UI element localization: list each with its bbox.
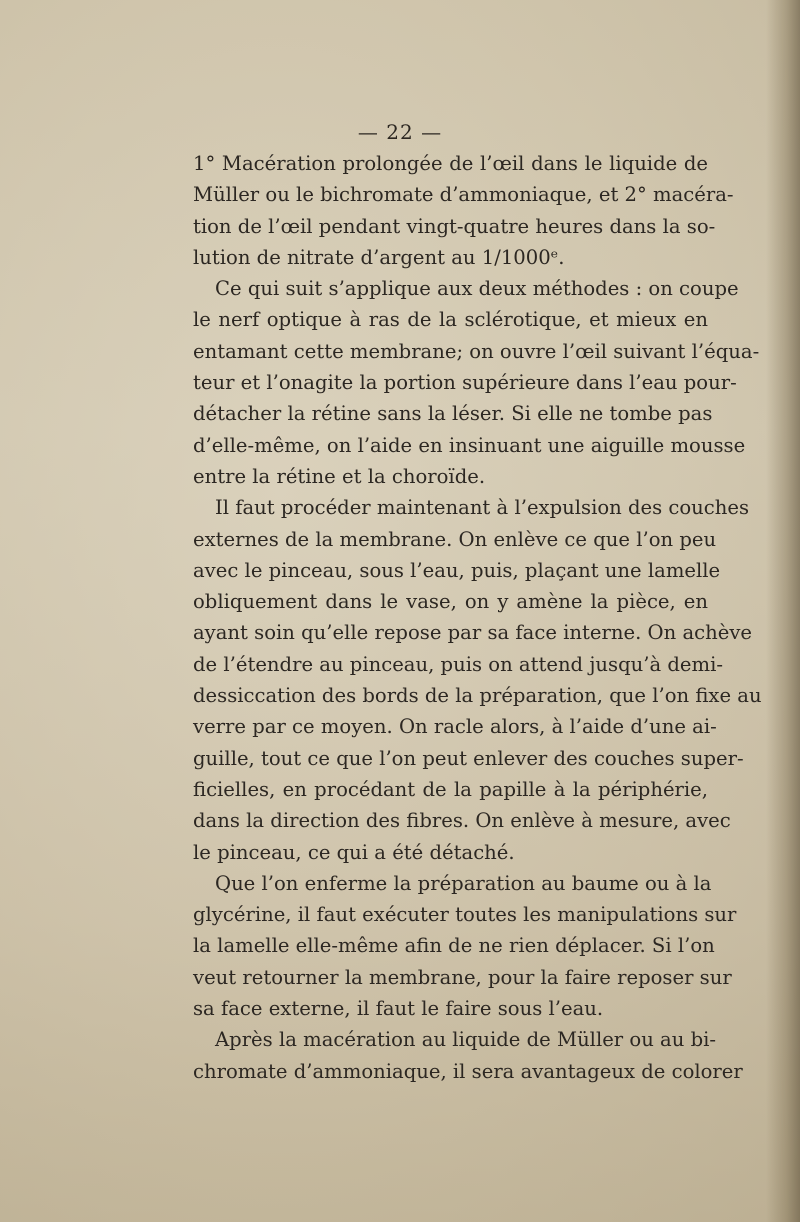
text-line: verre par ce moyen. On racle alors, à l’aide d’une ai- xyxy=(193,715,717,739)
text-line: Que l’on enferme la préparation au baume ou à la xyxy=(215,871,712,895)
text-line: ficielles, en procédant de la papille à la périphérie, xyxy=(193,777,708,801)
body-text xyxy=(193,148,762,1087)
paragraph xyxy=(193,273,760,492)
page-number: — 22 — xyxy=(357,120,443,144)
paragraph xyxy=(193,1024,743,1087)
text-line: 1° Macération prolongée de l’œil dans le liquide de xyxy=(193,152,708,175)
text-line: avec le pinceau, sous l’eau, puis, plaçant une lamelle xyxy=(193,558,721,582)
text-line: Il faut procéder maintenant à l’expulsion des couches xyxy=(215,496,750,520)
text-line: de l’étendre au pinceau, puis on attend jusqu’à demi- xyxy=(193,652,723,676)
text-line: le nerf optique à ras de la sclérotique, et mieux en xyxy=(193,308,708,332)
text-line: Ce qui suit s’applique aux deux méthodes : on coupe xyxy=(215,277,739,301)
text-line: dans la direction des fibres. On enlève à mesure, avec xyxy=(193,809,731,833)
text-line: Après la macération au liquide de Müller ou au bi- xyxy=(215,1028,717,1052)
paragraph xyxy=(193,492,762,868)
paragraph xyxy=(193,868,737,1024)
text-line: chromate d’ammoniaque, il sera avantageux de colorer xyxy=(193,1059,743,1083)
text-line: Müller ou le bichromate d’ammoniaque, et 2° macéra- xyxy=(193,183,734,207)
text-line: guille, tout ce que l’on peut enlever des couches super- xyxy=(193,746,744,770)
text-line: tion de l’œil pendant vingt-quatre heures dans la so- xyxy=(193,214,716,238)
text-line: sa face externe, il faut le faire sous l’eau. xyxy=(193,997,604,1021)
text-line: d’elle-même, on l’aide en insinuant une aiguille mousse xyxy=(193,433,746,457)
text-line: obliquement dans le vase, on y amène la pièce, en xyxy=(193,590,708,614)
paragraph xyxy=(193,148,734,273)
text-line: entamant cette membrane; on ouvre l’œil suivant l’équa- xyxy=(193,339,760,363)
text-line: la lamelle elle-même afin de ne rien déplacer. Si l’on xyxy=(193,934,715,958)
text-line: teur et l’onagite la portion supérieure dans l’eau pour- xyxy=(193,371,737,395)
text-line: détacher la rétine sans la léser. Si elle ne tombe pas xyxy=(193,402,713,426)
text-line: ayant soin qu’elle repose par sa face interne. On achève xyxy=(193,621,752,645)
text-line: le pinceau, ce qui a été détaché. xyxy=(193,840,515,864)
text-line: entre la rétine et la choroïde. xyxy=(193,464,486,488)
text-line: externes de la membrane. On enlève ce que l’on peu xyxy=(193,527,717,551)
text-line: lution de nitrate d’argent au 1/1000ᵉ. xyxy=(193,245,565,269)
text-line: veut retourner la membrane, pour la faire reposer sur xyxy=(193,965,732,989)
text-line: dessiccation des bords de la préparation, que l’on fixe au xyxy=(193,684,762,708)
text-line: glycérine, il faut exécuter toutes les manipulations sur xyxy=(193,903,737,927)
